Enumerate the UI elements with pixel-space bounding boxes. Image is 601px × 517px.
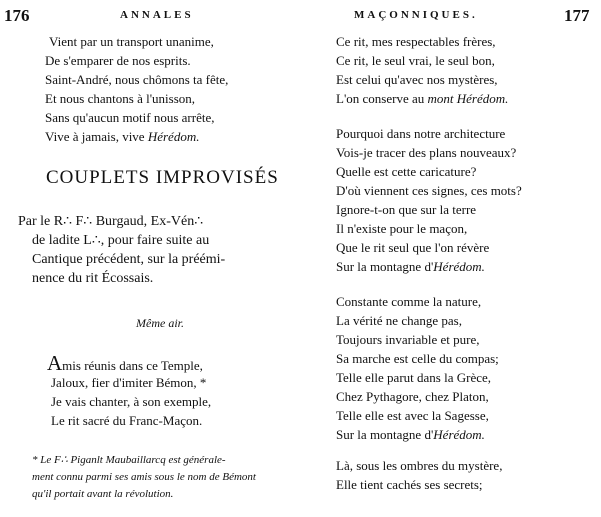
verse-line: La vérité ne change pas, xyxy=(336,313,462,328)
byline xyxy=(18,212,303,288)
byline-line: Par le R∴ F∴ Burgaud, Ex-Vén∴ xyxy=(18,214,204,229)
footnote-line: qu'il portait avant la révolution. xyxy=(32,488,174,500)
verse-line: Pourquoi dans notre architecture xyxy=(336,126,506,141)
verse-line: Quelle est cette caricature? xyxy=(336,164,477,179)
footnote-line: * Le F∴ Piganlt Maubaillarcq est générale- xyxy=(32,454,226,466)
air-indication: Même air. xyxy=(136,316,184,330)
page-number: 176 xyxy=(4,6,30,25)
verse-line: Vive à jamais, vive Hérédom. xyxy=(45,129,200,144)
gutter xyxy=(300,0,306,517)
verse-line: Sans qu'aucun motif nous arrête, xyxy=(45,110,215,125)
verse-line: Est celui qu'avec nos mystères, xyxy=(336,72,498,87)
byline-line: de ladite L∴, pour faire suite au xyxy=(32,233,210,248)
verse-line: De s'emparer de nos esprits. xyxy=(45,53,191,68)
verse-line: Que le rit seul que l'on révère xyxy=(336,240,490,255)
stanza-top xyxy=(45,32,228,146)
verse-line: Sa marche est celle du compas; xyxy=(336,351,499,366)
section-title: COUPLETS IMPROVISÉS xyxy=(46,167,279,188)
stanza-4 xyxy=(336,456,502,494)
verse-line: Chez Pythagore, chez Platon, xyxy=(336,389,489,404)
verse-line: Le rit sacré du Franc-Maçon. xyxy=(51,413,203,428)
verse-line: Il n'existe pour le maçon, xyxy=(336,221,468,236)
verse-line: Ce rit, le seul vrai, le seul bon, xyxy=(336,53,495,68)
verse-line: Sur la montagne d'Hérédom. xyxy=(336,427,485,442)
verse-line: Saint-André, nous chômons ta fête, xyxy=(45,72,229,87)
verse-line: Ce rit, mes respectables frères, xyxy=(336,34,496,49)
verse-line: Toujours invariable et pure, xyxy=(336,332,480,347)
verse-line: Amis réunis dans ce Temple, xyxy=(47,351,203,375)
verse-line: Telle elle est avec la Sagesse, xyxy=(336,408,489,423)
byline-line: Cantique précédent, sur la préémi- xyxy=(32,252,226,267)
verse-line: Constante comme la nature, xyxy=(336,294,482,309)
stanza-1 xyxy=(336,32,508,108)
stanza-3 xyxy=(336,292,499,444)
running-head: ANNALES xyxy=(120,9,194,21)
verse-line: D'où viennent ces signes, ces mots? xyxy=(336,183,522,198)
stanza-2 xyxy=(336,124,522,276)
verse-line: Telle elle parut dans la Grèce, xyxy=(336,370,492,385)
verse-line: L'on conserve au mont Hérédom. xyxy=(336,91,509,106)
right-page xyxy=(308,0,601,517)
byline-line: nence du rit Écossais. xyxy=(32,271,154,286)
verse-line: Là, sous les ombres du mystère, xyxy=(336,458,503,473)
verse-line: Je vais chanter, à son exemple, xyxy=(51,394,212,409)
verse-line: Vois-je tracer des plans nouveaux? xyxy=(336,145,517,160)
verse-line: Elle tient cachés ses secrets; xyxy=(336,477,483,492)
stanza-bottom xyxy=(47,351,212,430)
verse-line: Vient par un transport unanime, xyxy=(49,34,214,49)
verse-line: Sur la montagne d'Hérédom. xyxy=(336,259,485,274)
verse-line: Jaloux, fier d'imiter Bémon, * xyxy=(51,375,207,390)
footnote xyxy=(32,452,300,503)
verse-line: Et nous chantons à l'unisson, xyxy=(45,91,196,106)
running-head: MAÇONNIQUES. xyxy=(354,9,478,21)
footnote-line: ment connu parmi ses amis sous le nom de Bémont xyxy=(32,471,256,483)
verse-line: Ignore-t-on que sur la terre xyxy=(336,202,477,217)
left-page xyxy=(0,0,298,517)
drop-cap: A xyxy=(47,351,63,375)
page-number: 177 xyxy=(564,6,590,25)
